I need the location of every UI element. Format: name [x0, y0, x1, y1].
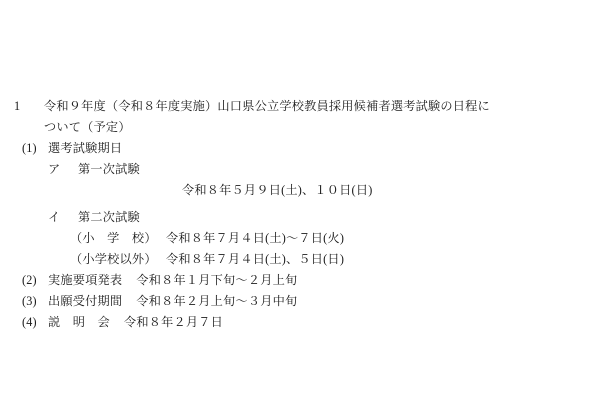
document-body — [14, 96, 576, 333]
item-label: 出願受付期間 — [48, 293, 123, 308]
item-marker: (3) — [22, 293, 37, 308]
item-marker: (4) — [22, 314, 37, 329]
list-item — [14, 291, 576, 312]
sub-item-marker: イ — [48, 209, 61, 224]
item-value: 令和８年２月７日 — [123, 314, 224, 329]
detail-tag: （小 学 校） — [70, 230, 157, 245]
detail-value: 令和８年７月４日(土)、５日(日) — [166, 251, 345, 266]
detail-tag: （小学校以外） — [70, 251, 157, 266]
heading-line — [14, 96, 576, 117]
heading-text: 令和９年度（令和８年度実施）山口県公立学校教員採用候補者選考試験の日程に — [44, 99, 490, 113]
list-item — [14, 270, 576, 291]
heading-continuation: ついて（予定） — [44, 119, 131, 134]
item-marker: (1) — [22, 140, 37, 155]
list-item — [14, 312, 576, 333]
sub-item-label: 第二次試験 — [78, 209, 140, 224]
item-marker: (2) — [22, 272, 37, 287]
value-indent-spacer — [48, 180, 182, 201]
item-value: 令和８年１月下旬～２月上旬 — [136, 272, 298, 287]
detail-value: 令和８年７月４日(土)～７日(火) — [166, 230, 345, 245]
sub-item — [14, 159, 576, 180]
sub-item-value: 令和８年５月９日(土)、１０日(日) — [182, 182, 373, 197]
list-item — [14, 138, 576, 159]
sub-item-marker: ア — [48, 161, 61, 176]
sub-item-detail — [14, 249, 576, 270]
heading-number: 1 — [14, 99, 21, 113]
item-label: 選考試験期日 — [48, 140, 123, 155]
item-label: 説 明 会 — [48, 314, 110, 329]
sub-item-detail — [14, 228, 576, 249]
item-value: 令和８年２月上旬～３月中旬 — [136, 293, 298, 308]
sub-item — [14, 207, 576, 228]
sub-item-label: 第一次試験 — [78, 161, 140, 176]
item-label: 実施要項発表 — [48, 272, 123, 287]
sub-item-value-row — [14, 180, 576, 201]
